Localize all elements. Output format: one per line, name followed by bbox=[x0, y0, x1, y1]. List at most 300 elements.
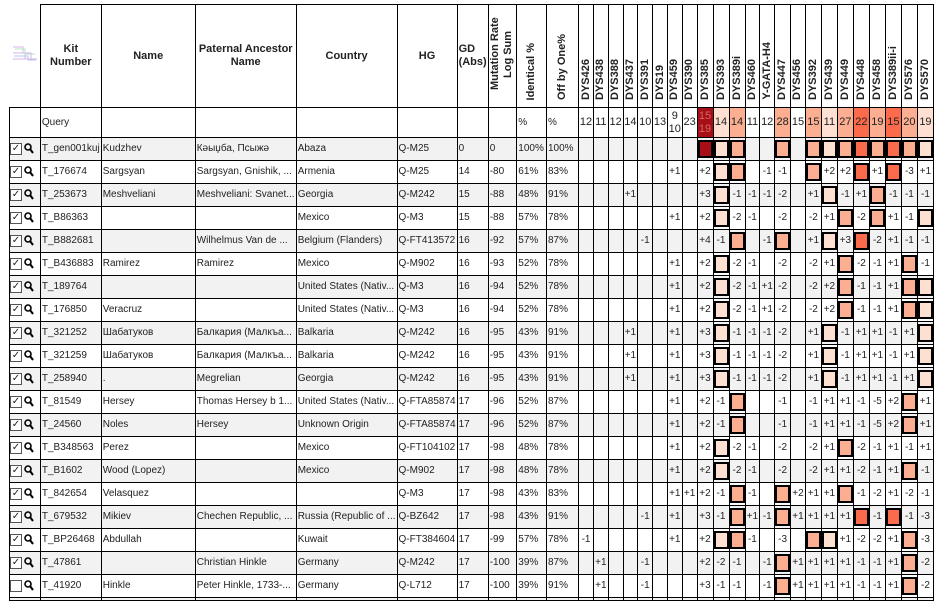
tree-view-icon[interactable] bbox=[10, 5, 41, 108]
marker-diff-cell bbox=[608, 529, 623, 552]
marker-diff-box bbox=[869, 184, 885, 207]
marker-diff-cell: -2 bbox=[775, 253, 791, 276]
marker-highlight-box bbox=[838, 485, 853, 503]
marker-diff-cell: -2 bbox=[853, 529, 869, 552]
marker-diff-cell bbox=[653, 322, 668, 345]
cell-country: United States (Nativ... bbox=[296, 299, 397, 322]
magnifier-icon[interactable] bbox=[24, 488, 34, 499]
magnifier-icon[interactable] bbox=[24, 557, 34, 568]
marker-highlight-box bbox=[822, 347, 837, 365]
marker-diff-box bbox=[821, 230, 837, 253]
empty-cell bbox=[488, 598, 517, 601]
header-marker-y-gata-h4[interactable]: Y-GATA-H4 bbox=[760, 5, 775, 108]
header-marker-dys437[interactable]: DYS437 bbox=[623, 5, 638, 108]
marker-diff-cell: +3 bbox=[697, 184, 713, 207]
marker-diff-cell: -1 bbox=[729, 322, 745, 345]
marker-diff-cell: -2 bbox=[805, 299, 821, 322]
cell-gd: 16 bbox=[457, 322, 488, 345]
row-checkbox[interactable]: ✓ bbox=[11, 510, 21, 522]
magnifier-icon[interactable] bbox=[24, 442, 34, 453]
marker-diff-cell bbox=[638, 391, 653, 414]
cell-kit[interactable]: T_679532 bbox=[40, 506, 101, 529]
marker-diff-cell: +1 bbox=[667, 299, 682, 322]
marker-diff-cell: -1 bbox=[760, 322, 775, 345]
query-marker-value: 11 bbox=[821, 108, 837, 138]
cell-gd: 16 bbox=[457, 345, 488, 368]
row-checkbox[interactable]: ✓ bbox=[11, 533, 21, 545]
magnifier-icon[interactable] bbox=[24, 350, 34, 361]
cell-kit[interactable]: T_B1602 bbox=[40, 460, 101, 483]
table-row bbox=[10, 230, 934, 253]
marker-diff-cell bbox=[791, 529, 806, 552]
marker-diff-cell: +1 bbox=[837, 460, 853, 483]
marker-diff-box bbox=[837, 483, 853, 506]
cell-name: Шабатуков bbox=[101, 345, 195, 368]
header-gd[interactable]: GD (Abs) bbox=[457, 5, 488, 108]
marker-highlight-box bbox=[775, 232, 790, 250]
marker-diff-cell bbox=[760, 460, 775, 483]
cell-kit[interactable]: T_176674 bbox=[40, 161, 101, 184]
row-actions bbox=[10, 414, 41, 437]
marker-diff-box bbox=[713, 253, 729, 276]
query-marker-value: 10 bbox=[638, 108, 653, 138]
marker-diff-cell bbox=[653, 184, 668, 207]
marker-diff-cell bbox=[593, 184, 608, 207]
marker-diff-cell: -2 bbox=[775, 299, 791, 322]
marker-highlight-box bbox=[714, 255, 729, 273]
header-marker-dys576[interactable]: DYS576 bbox=[901, 5, 917, 108]
empty-cell bbox=[457, 598, 488, 601]
marker-diff-cell bbox=[653, 207, 668, 230]
marker-diff-cell: +1 bbox=[821, 506, 837, 529]
marker-diff-cell bbox=[653, 552, 668, 575]
empty-cell bbox=[917, 598, 933, 601]
marker-diff-cell: -1 bbox=[837, 322, 853, 345]
marker-diff-cell: -1 bbox=[745, 460, 760, 483]
cell-kit[interactable]: T_41920 bbox=[40, 575, 101, 598]
row-actions bbox=[10, 322, 41, 345]
marker-diff-box bbox=[729, 161, 745, 184]
cell-off: 87% bbox=[547, 230, 579, 253]
cell-kit[interactable]: T_B882681 bbox=[40, 230, 101, 253]
marker-diff-box bbox=[885, 506, 901, 529]
marker-diff-cell bbox=[760, 391, 775, 414]
header-marker-dys460[interactable]: DYS460 bbox=[745, 5, 760, 108]
marker-diff-box bbox=[901, 299, 917, 322]
marker-diff-cell bbox=[682, 437, 697, 460]
marker-diff-cell: -1 bbox=[745, 322, 760, 345]
cell-gd: 16 bbox=[457, 368, 488, 391]
header-marker-dys390[interactable]: DYS390 bbox=[682, 5, 697, 108]
row-checkbox[interactable]: ✓ bbox=[11, 326, 21, 338]
marker-highlight-box bbox=[838, 278, 853, 296]
cell-gd: 17 bbox=[457, 506, 488, 529]
marker-diff-cell bbox=[682, 529, 697, 552]
marker-diff-cell bbox=[623, 276, 638, 299]
marker-diff-box bbox=[837, 437, 853, 460]
row-checkbox[interactable]: ✓ bbox=[11, 142, 21, 154]
marker-diff-cell: +1 bbox=[885, 230, 901, 253]
marker-diff-cell: -2 bbox=[805, 276, 821, 299]
cell-off: 87% bbox=[547, 414, 579, 437]
cell-kit[interactable]: T_BP26468 bbox=[40, 529, 101, 552]
cell-hg: Q-FT413572 bbox=[397, 230, 457, 253]
header-marker-dys426[interactable]: DYS426 bbox=[579, 5, 594, 108]
marker-highlight-box bbox=[714, 163, 729, 181]
marker-diff-cell: +1 bbox=[901, 345, 917, 368]
marker-diff-box bbox=[837, 253, 853, 276]
row-checkbox[interactable]: ✓ bbox=[11, 372, 21, 384]
header-marker-dys448[interactable]: DYS448 bbox=[853, 5, 869, 108]
empty-cell bbox=[760, 598, 775, 601]
row-checkbox[interactable]: ✓ bbox=[11, 556, 21, 568]
marker-diff-cell: +1 bbox=[623, 368, 638, 391]
marker-diff-cell: +1 bbox=[667, 253, 682, 276]
marker-diff-cell bbox=[593, 322, 608, 345]
marker-diff-box bbox=[901, 460, 917, 483]
marker-diff-cell bbox=[682, 391, 697, 414]
marker-diff-box bbox=[729, 483, 745, 506]
marker-diff-cell bbox=[638, 207, 653, 230]
marker-diff-cell bbox=[682, 368, 697, 391]
marker-diff-cell: +1 bbox=[885, 529, 901, 552]
marker-diff-box bbox=[917, 322, 933, 345]
cell-ancestor bbox=[195, 276, 296, 299]
marker-diff-cell: +1 bbox=[667, 529, 682, 552]
cell-mut: -93 bbox=[488, 253, 517, 276]
row-checkbox[interactable]: ✓ bbox=[11, 395, 21, 407]
marker-diff-cell: -1 bbox=[901, 230, 917, 253]
marker-diff-cell: -1 bbox=[869, 460, 885, 483]
marker-diff-cell: -1 bbox=[917, 483, 933, 506]
marker-diff-cell: +1 bbox=[917, 391, 933, 414]
marker-diff-cell: +1 bbox=[667, 437, 682, 460]
cell-country: Abaza bbox=[296, 138, 397, 161]
table-row bbox=[10, 276, 934, 299]
marker-diff-cell: -1 bbox=[775, 391, 791, 414]
row-checkbox[interactable]: ✓ bbox=[11, 234, 21, 246]
cell-ancestor: Ramirez bbox=[195, 253, 296, 276]
cell-ancestor: Балкария (Малкъа... bbox=[195, 345, 296, 368]
cell-kit[interactable]: T_47861 bbox=[40, 552, 101, 575]
row-checkbox[interactable]: ✓ bbox=[11, 464, 21, 476]
marker-diff-cell: -1 bbox=[760, 506, 775, 529]
marker-diff-cell: -2 bbox=[713, 552, 729, 575]
cell-off: 83% bbox=[547, 161, 579, 184]
header-marker-dys389ii-i[interactable]: DYS389ii-i bbox=[885, 5, 901, 108]
cell-kit[interactable]: T_253673 bbox=[40, 184, 101, 207]
marker-highlight-box bbox=[918, 370, 933, 388]
header-marker-dys19[interactable]: DYS19 bbox=[653, 5, 668, 108]
marker-diff-cell bbox=[760, 529, 775, 552]
marker-diff-cell bbox=[791, 161, 806, 184]
marker-highlight-box bbox=[918, 301, 933, 319]
row-checkbox[interactable] bbox=[10, 580, 22, 592]
empty-cell bbox=[10, 598, 41, 601]
cell-gd: 14 bbox=[457, 161, 488, 184]
marker-diff-cell: -1 bbox=[638, 552, 653, 575]
marker-diff-cell: +1 bbox=[805, 230, 821, 253]
marker-highlight-box bbox=[902, 140, 917, 158]
marker-diff-cell: +1 bbox=[760, 299, 775, 322]
cell-mut: -94 bbox=[488, 299, 517, 322]
header-off-by-one[interactable]: Off by One% bbox=[547, 5, 579, 108]
marker-diff-cell bbox=[593, 437, 608, 460]
magnifier-icon[interactable] bbox=[24, 212, 34, 223]
cell-kit[interactable]: T_B86363 bbox=[40, 207, 101, 230]
marker-diff-box bbox=[713, 299, 729, 322]
cell-kit[interactable]: T_842654 bbox=[40, 483, 101, 506]
marker-diff-cell: -1 bbox=[885, 322, 901, 345]
marker-diff-cell: +3 bbox=[697, 345, 713, 368]
cell-country: Balkaria bbox=[296, 345, 397, 368]
magnifier-icon[interactable] bbox=[24, 419, 34, 430]
row-checkbox[interactable]: ✓ bbox=[11, 418, 21, 430]
marker-diff-cell: +1 bbox=[885, 575, 901, 598]
marker-highlight-box bbox=[838, 140, 853, 158]
header-marker-dys391[interactable]: DYS391 bbox=[638, 5, 653, 108]
cell-ident: 43% bbox=[517, 368, 547, 391]
magnifier-icon[interactable] bbox=[24, 166, 34, 177]
marker-diff-cell: +2 bbox=[885, 391, 901, 414]
header-marker-dys438[interactable]: DYS438 bbox=[593, 5, 608, 108]
marker-diff-box bbox=[713, 345, 729, 368]
empty-cell bbox=[837, 598, 853, 601]
marker-highlight-box bbox=[902, 416, 917, 434]
header-marker-dys456[interactable]: DYS456 bbox=[791, 5, 806, 108]
header-marker-dys459[interactable]: DYS459 bbox=[667, 5, 682, 108]
row-checkbox[interactable]: ✓ bbox=[11, 441, 21, 453]
header-marker-dys388[interactable]: DYS388 bbox=[608, 5, 623, 108]
cell-off: 78% bbox=[547, 437, 579, 460]
marker-diff-cell: -1 bbox=[837, 368, 853, 391]
magnifier-icon[interactable] bbox=[24, 258, 34, 269]
cell-ident: 52% bbox=[517, 414, 547, 437]
cell-country: Russia (Republic of ... bbox=[296, 506, 397, 529]
marker-highlight-box bbox=[838, 209, 853, 227]
cell-name: Meshveliani bbox=[101, 184, 195, 207]
marker-diff-cell bbox=[638, 161, 653, 184]
marker-diff-cell: -2 bbox=[729, 437, 745, 460]
header-marker-dys385[interactable]: DYS385 bbox=[697, 5, 713, 108]
cell-kit[interactable]: T_176850 bbox=[40, 299, 101, 322]
magnifier-icon[interactable] bbox=[24, 304, 34, 315]
marker-diff-cell: +1 bbox=[623, 184, 638, 207]
cell-mut: -96 bbox=[488, 414, 517, 437]
marker-diff-cell: -2 bbox=[775, 460, 791, 483]
marker-diff-cell bbox=[791, 184, 806, 207]
row-checkbox[interactable]: ✓ bbox=[11, 280, 21, 292]
cell-kit[interactable]: T_81549 bbox=[40, 391, 101, 414]
magnifier-icon[interactable] bbox=[24, 281, 34, 292]
marker-diff-box bbox=[853, 161, 869, 184]
empty-cell bbox=[697, 598, 713, 601]
header-kit-number[interactable]: Kit Number bbox=[40, 5, 101, 108]
cell-country: Mexico bbox=[296, 460, 397, 483]
magnifier-icon[interactable] bbox=[24, 373, 34, 384]
marker-highlight-box bbox=[806, 163, 821, 181]
empty-cell bbox=[713, 598, 729, 601]
cell-off: 83% bbox=[547, 483, 579, 506]
marker-highlight-box bbox=[854, 140, 869, 158]
table-row bbox=[10, 460, 934, 483]
header-marker-dys458[interactable]: DYS458 bbox=[869, 5, 885, 108]
marker-diff-box bbox=[729, 138, 745, 161]
table-row bbox=[10, 161, 934, 184]
marker-highlight-box bbox=[730, 531, 745, 549]
marker-highlight-box bbox=[698, 140, 713, 158]
marker-diff-cell: -2 bbox=[805, 437, 821, 460]
cell-country: United States (Nativ... bbox=[296, 391, 397, 414]
marker-highlight-box bbox=[714, 370, 729, 388]
header-marker-dys392[interactable]: DYS392 bbox=[805, 5, 821, 108]
marker-diff-cell bbox=[623, 138, 638, 161]
row-actions bbox=[10, 437, 41, 460]
marker-diff-cell: +1 bbox=[805, 368, 821, 391]
row-checkbox[interactable]: ✓ bbox=[11, 165, 21, 177]
query-empty bbox=[296, 108, 397, 138]
cell-gd: 17 bbox=[457, 414, 488, 437]
empty-cell bbox=[101, 598, 195, 601]
cell-kit[interactable]: T_24560 bbox=[40, 414, 101, 437]
marker-diff-cell: -5 bbox=[869, 414, 885, 437]
magnifier-icon[interactable] bbox=[24, 327, 34, 338]
marker-diff-cell bbox=[791, 276, 806, 299]
cell-country: Georgia bbox=[296, 184, 397, 207]
magnifier-icon[interactable] bbox=[24, 511, 34, 522]
header-country[interactable]: Country bbox=[296, 5, 397, 108]
header-identical[interactable]: Identical % bbox=[517, 5, 547, 108]
marker-diff-cell: -2 bbox=[775, 437, 791, 460]
empty-cell bbox=[608, 598, 623, 601]
cell-mut: -100 bbox=[488, 552, 517, 575]
row-checkbox[interactable]: ✓ bbox=[11, 349, 21, 361]
marker-diff-cell bbox=[682, 460, 697, 483]
table-row bbox=[10, 437, 934, 460]
marker-diff-cell: -1 bbox=[853, 414, 869, 437]
header-marker-dys393[interactable]: DYS393 bbox=[713, 5, 729, 108]
marker-diff-cell: +1 bbox=[805, 552, 821, 575]
table-row bbox=[10, 253, 934, 276]
cell-gd: 17 bbox=[457, 552, 488, 575]
row-checkbox[interactable]: ✓ bbox=[11, 211, 21, 223]
cell-off: 78% bbox=[547, 299, 579, 322]
marker-diff-cell: -1 bbox=[869, 253, 885, 276]
cell-kit[interactable]: T_B436883 bbox=[40, 253, 101, 276]
magnifier-icon[interactable] bbox=[24, 534, 34, 545]
marker-diff-cell: -1 bbox=[713, 506, 729, 529]
empty-cell bbox=[869, 598, 885, 601]
cell-kit[interactable]: T_189764 bbox=[40, 276, 101, 299]
marker-diff-cell: -2 bbox=[775, 276, 791, 299]
marker-diff-cell bbox=[682, 506, 697, 529]
marker-diff-cell: +1 bbox=[853, 184, 869, 207]
marker-highlight-box bbox=[822, 232, 837, 250]
cell-name: Wood (Lopez) bbox=[101, 460, 195, 483]
results-table-container bbox=[9, 4, 934, 601]
cell-ident: 57% bbox=[517, 207, 547, 230]
row-checkbox[interactable]: ✓ bbox=[11, 257, 21, 269]
table-row bbox=[10, 552, 934, 575]
header-mutation-rate[interactable]: Mutation Rate Log Sum bbox=[488, 5, 517, 108]
header-hg[interactable]: HG bbox=[397, 5, 457, 108]
marker-diff-cell: -2 bbox=[775, 207, 791, 230]
header-name[interactable]: Name bbox=[101, 5, 195, 108]
marker-diff-cell: +3 bbox=[697, 322, 713, 345]
marker-diff-cell: -2 bbox=[869, 529, 885, 552]
marker-diff-cell bbox=[579, 161, 594, 184]
header-paternal-ancestor[interactable]: Paternal Ancestor Name bbox=[195, 5, 296, 108]
marker-highlight-box bbox=[714, 278, 729, 296]
marker-diff-cell: +1 bbox=[821, 207, 837, 230]
cell-kit[interactable]: T_321252 bbox=[40, 322, 101, 345]
marker-diff-cell: -1 bbox=[760, 552, 775, 575]
marker-diff-cell bbox=[667, 138, 682, 161]
marker-diff-cell bbox=[791, 437, 806, 460]
header-marker-dys447[interactable]: DYS447 bbox=[775, 5, 791, 108]
row-checkbox[interactable]: ✓ bbox=[11, 303, 21, 315]
row-actions bbox=[10, 184, 41, 207]
magnifier-icon[interactable] bbox=[24, 396, 34, 407]
cell-country bbox=[296, 483, 397, 506]
marker-diff-cell bbox=[579, 552, 594, 575]
marker-highlight-box bbox=[730, 140, 745, 158]
marker-diff-cell bbox=[593, 207, 608, 230]
marker-diff-cell bbox=[682, 253, 697, 276]
cell-kit[interactable]: T_258940 bbox=[40, 368, 101, 391]
row-checkbox[interactable]: ✓ bbox=[11, 188, 21, 200]
cell-country: Georgia bbox=[296, 368, 397, 391]
header-marker-dys449[interactable]: DYS449 bbox=[837, 5, 853, 108]
cell-mut: -95 bbox=[488, 368, 517, 391]
marker-diff-cell bbox=[608, 253, 623, 276]
marker-diff-cell bbox=[791, 207, 806, 230]
cell-gd: 17 bbox=[457, 437, 488, 460]
cell-ancestor: Балкария (Малкъа... bbox=[195, 322, 296, 345]
cell-kit[interactable]: T_B348563 bbox=[40, 437, 101, 460]
cell-ident: 52% bbox=[517, 391, 547, 414]
marker-diff-cell bbox=[579, 276, 594, 299]
row-checkbox[interactable]: ✓ bbox=[11, 487, 21, 499]
marker-diff-cell bbox=[579, 414, 594, 437]
marker-highlight-box bbox=[870, 209, 885, 227]
marker-diff-cell: +1 bbox=[805, 322, 821, 345]
marker-diff-box bbox=[917, 207, 933, 230]
header-marker-dys389i[interactable]: DYS389i bbox=[729, 5, 745, 108]
marker-highlight-box bbox=[730, 508, 745, 526]
magnifier-icon[interactable] bbox=[24, 143, 34, 154]
header-marker-dys570[interactable]: DYS570 bbox=[917, 5, 933, 108]
marker-diff-box bbox=[821, 529, 837, 552]
header-marker-dys439[interactable]: DYS439 bbox=[821, 5, 837, 108]
magnifier-icon[interactable] bbox=[24, 465, 34, 476]
cell-ancestor bbox=[195, 460, 296, 483]
cell-kit[interactable]: T_gen001kuj bbox=[40, 138, 101, 161]
marker-diff-cell bbox=[623, 529, 638, 552]
cell-ident: 43% bbox=[517, 506, 547, 529]
cell-kit[interactable]: T_321259 bbox=[40, 345, 101, 368]
marker-diff-cell: -1 bbox=[853, 483, 869, 506]
magnifier-icon[interactable] bbox=[24, 580, 34, 591]
marker-diff-box bbox=[853, 230, 869, 253]
magnifier-icon[interactable] bbox=[24, 189, 34, 200]
marker-diff-cell bbox=[745, 552, 760, 575]
magnifier-icon[interactable] bbox=[24, 235, 34, 246]
marker-highlight-box bbox=[918, 140, 933, 158]
table-row bbox=[10, 345, 934, 368]
marker-diff-cell bbox=[608, 184, 623, 207]
marker-diff-cell bbox=[593, 138, 608, 161]
